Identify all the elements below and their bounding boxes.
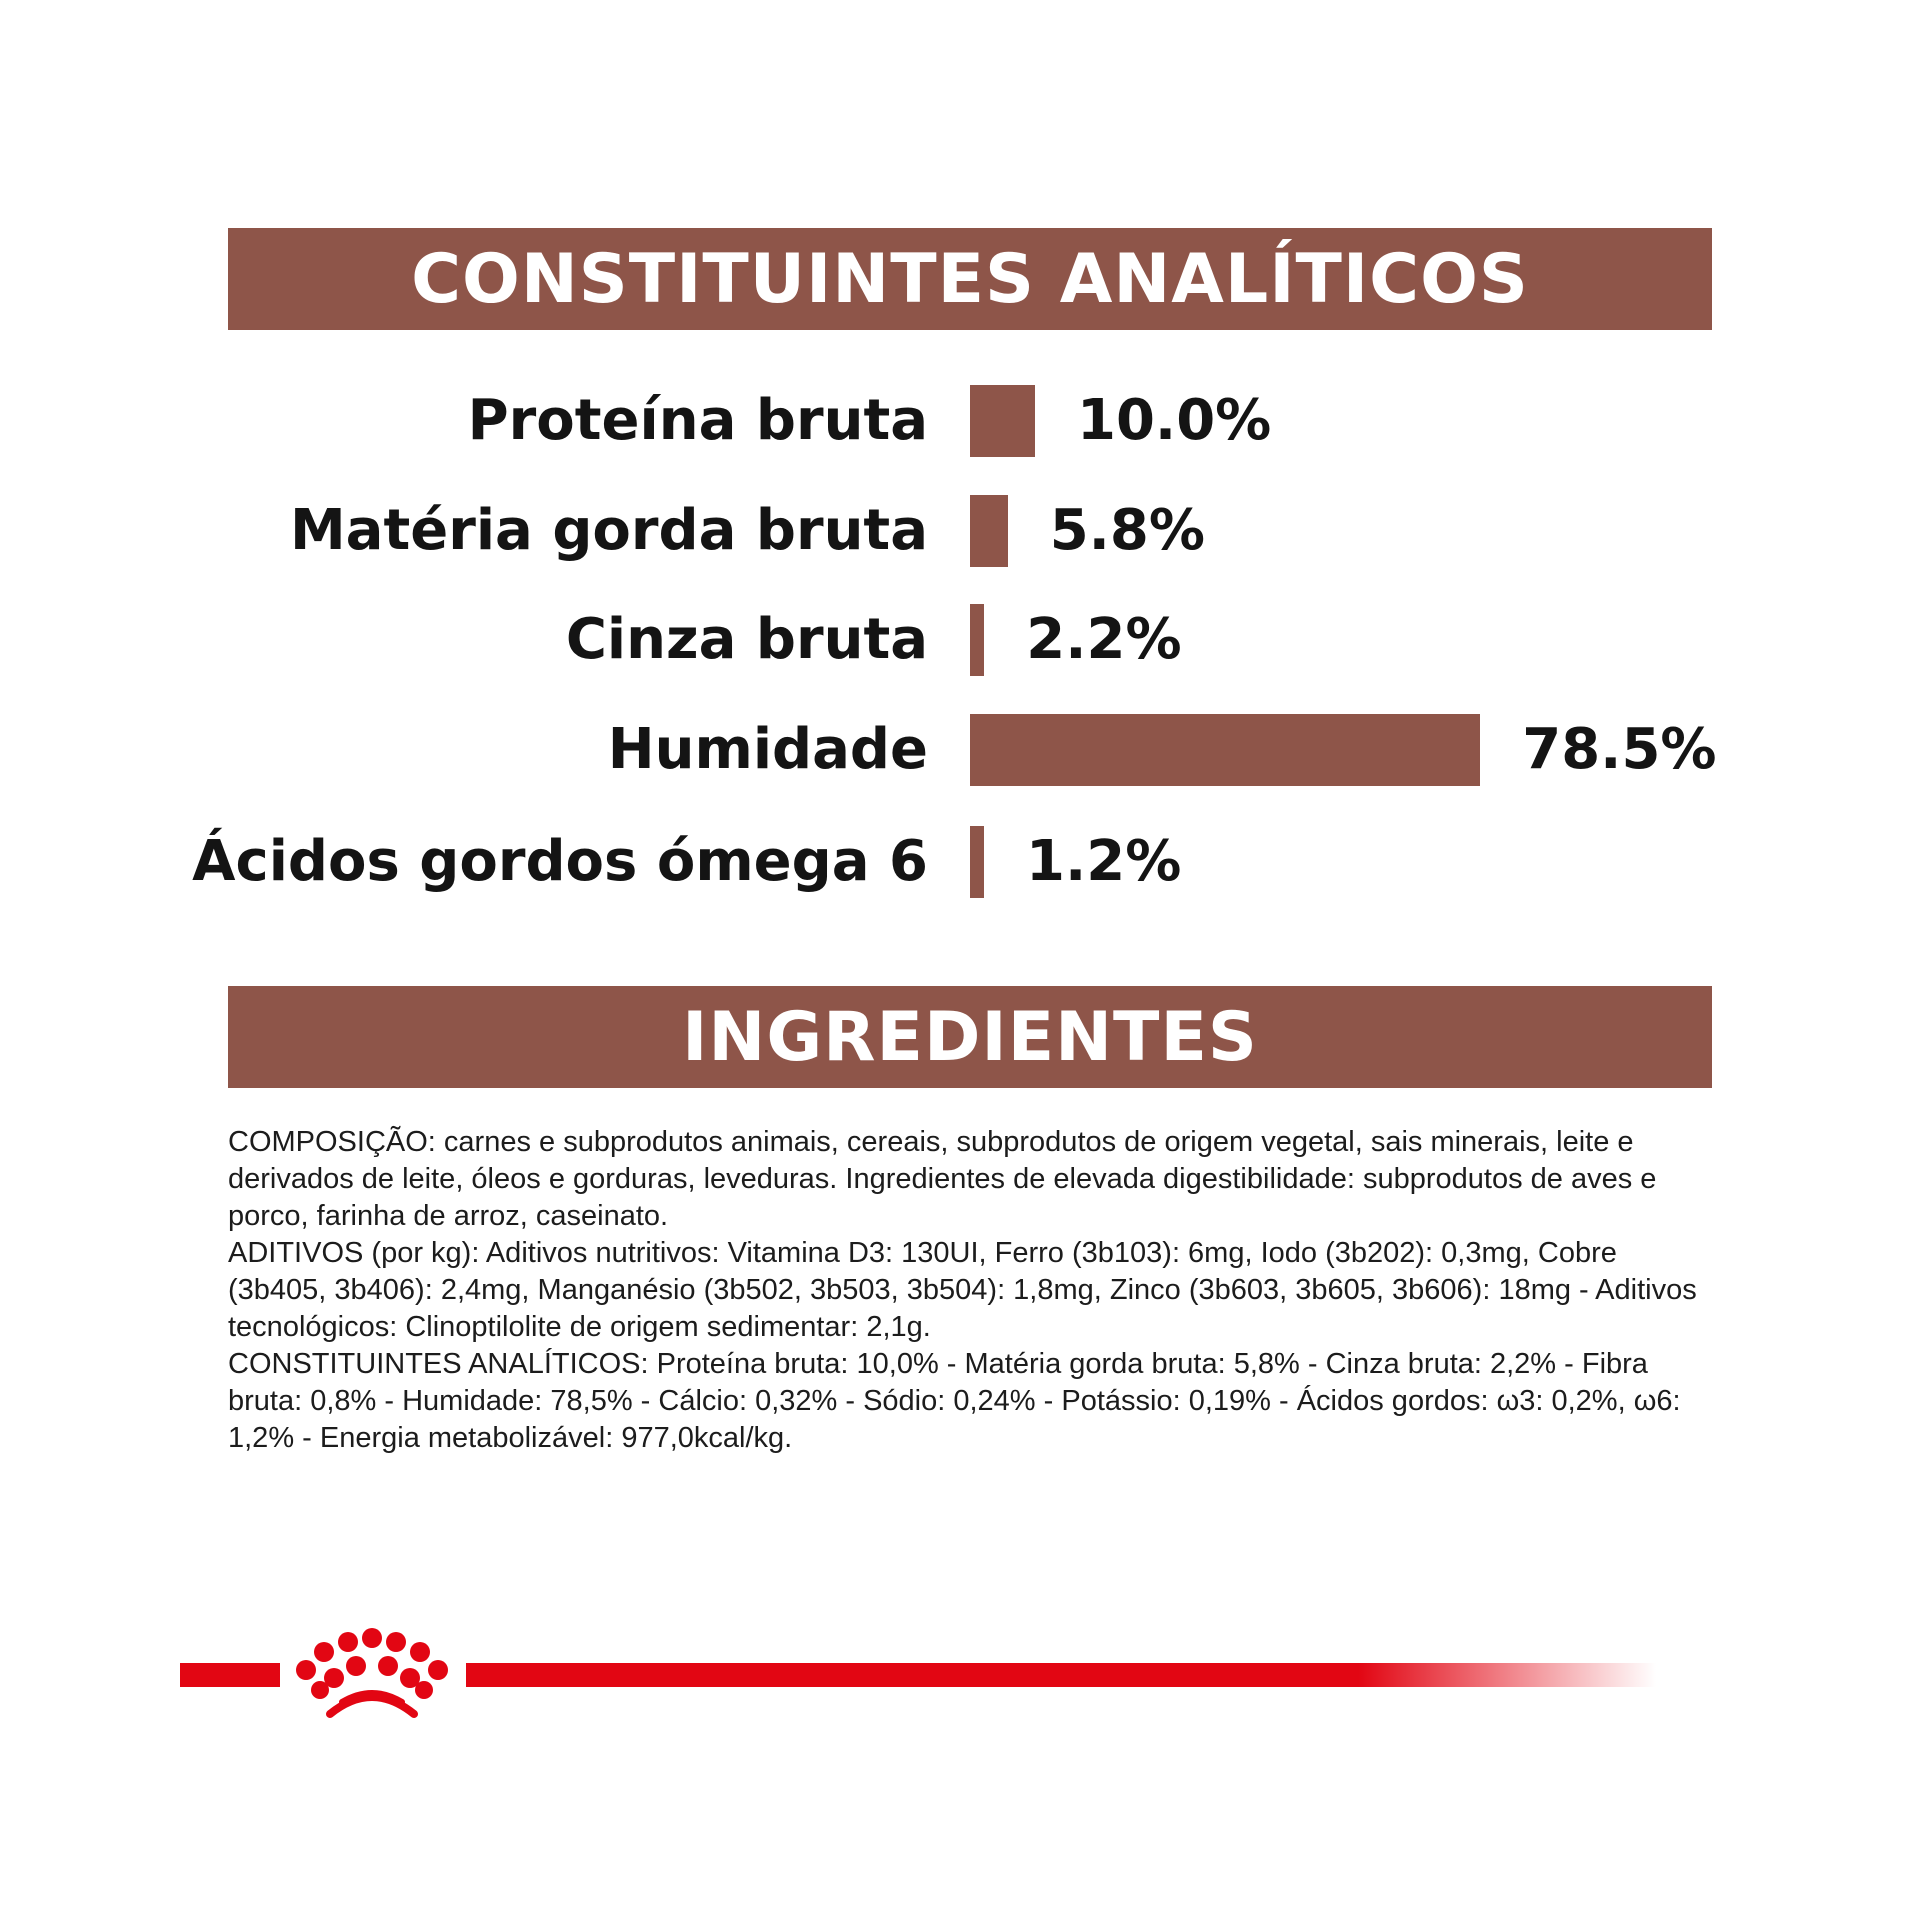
additives-paragraph: ADITIVOS (por kg): Aditivos nutritivos: Vitamina D3: 130UI, Ferro (3b103): 6mg, Iodo (3b202): 0,3mg, Cobre (3b405, 3b406): 2,4mg, Manganésio (3b502, 3b503, 3b504): 1,8mg, Zinco (3b603, 3b605, 3b606): 18mg - Aditivos tecnológicos: Clinoptilolite de origem sedimentar: 2,1g. [228,1237,1697,1343]
nutrient-row [0,826,1920,898]
crown-icon [290,1622,454,1722]
ingredients-text [228,1124,1718,1457]
nutrient-row [0,385,1920,457]
nutrient-bar [970,385,1035,457]
nutrient-label: Cinza bruta [565,607,928,672]
ingredients-header: INGREDIENTES [228,986,1712,1088]
nutrient-value: 1.2% [1026,829,1182,894]
nutrient-bar [970,495,1008,567]
nutrient-row [0,604,1920,676]
nutrient-row [0,714,1920,786]
brand-line-right [466,1663,1656,1687]
nutrient-label: Ácidos gordos ómega 6 [192,829,928,894]
nutrient-label: Matéria gorda bruta [289,498,928,563]
nutrient-bar [970,604,984,676]
analytics-header: CONSTITUINTES ANALÍTICOS [228,228,1712,330]
nutrient-bar [970,826,984,898]
composition-paragraph: COMPOSIÇÃO: carnes e subprodutos animais, cereais, subprodutos de origem vegetal, sais minerais, leite e derivados de leite, óleos e gorduras, leveduras. Ingredientes de elevada digestibilidade: subprodutos de aves e porco, farinha de arroz, caseinato. [228,1126,1657,1232]
brand-line-left [180,1663,280,1687]
nutrient-value: 10.0% [1077,388,1272,453]
nutrient-bar [970,714,1480,786]
analytical-paragraph: CONSTITUINTES ANALÍTICOS: Proteína bruta: 10,0% - Matéria gorda bruta: 5,8% - Cinza bruta: 2,2% - Fibra bruta: 0,8% - Humidade: 78,5% - Cálcio: 0,32% - Sódio: 0,24% - Potássio: 0,19% - Ácidos gordos: ω3: 0,2%, ω6: 1,2% - Energia metabolizável: 977,0kcal/kg. [228,1348,1681,1454]
nutrient-value: 5.8% [1049,498,1205,563]
nutrient-value: 78.5% [1522,717,1717,782]
nutrient-value: 2.2% [1026,607,1182,672]
nutrient-label: Humidade [607,717,928,782]
nutrient-row [0,495,1920,567]
nutrient-label: Proteína bruta [467,388,928,453]
